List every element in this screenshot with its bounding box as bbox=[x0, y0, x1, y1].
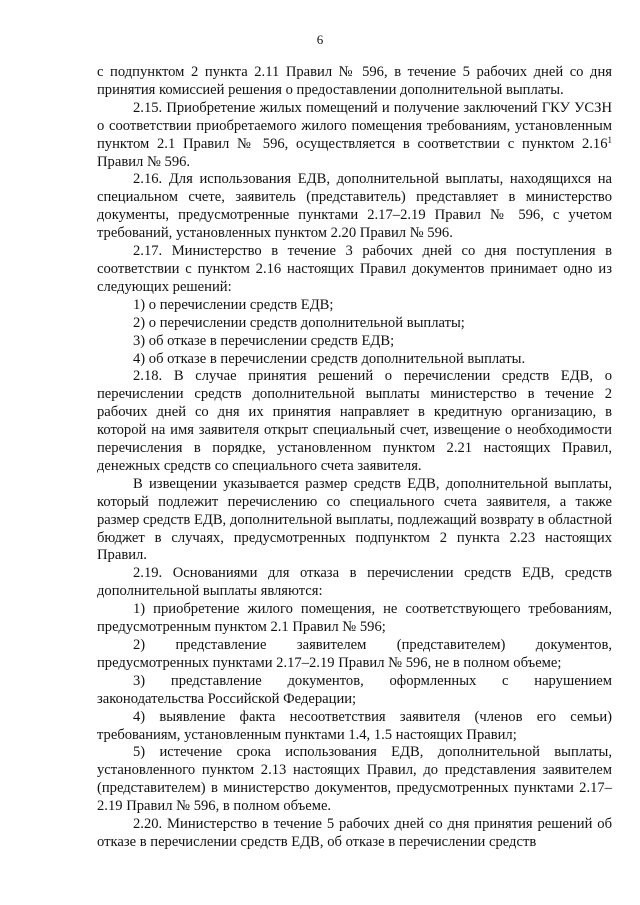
paragraph-2-16: 2.16. Для использования ЕДВ, дополнительной выплаты, находящихся на специальном счете, заявитель (представитель) представляет в министерство документы, предусмотренные пунктами 2.17–2.19 Правил № 596, с учетом требований, установленных пунктом 2.20 Правил № 596. bbox=[97, 171, 612, 242]
paragraph-2-15-text: 2.15. Приобретение жилых помещений и получение заключений ГКУ УСЗН о соответствии приобретаемого жилого помещения требованиям, установленным пунктом 2.1 Правил № 596, осуществляется в соответствии с пунктом 2.16 bbox=[97, 99, 612, 152]
superscript-1: 1 bbox=[607, 134, 612, 145]
paragraph-notice: В извещении указывается размер средств ЕДВ, дополнительной выплаты, который подлежит перечислению со специального счета заявителя, а также размер средств ЕДВ, дополнительной выплаты, подлежащий возврату в областной бюджет в случаях, предусмотренных подпунктом 2 пункта 2.23 настоящих Правил. bbox=[97, 475, 612, 564]
list-item-2-19-4: 4) выявление факта несоответствия заявителя (членов его семьи) требованиям, установленным пунктами 1.4, 1.5 настоящих Правил; bbox=[97, 708, 612, 743]
list-item-2-17-1: 1) о перечислении средств ЕДВ; bbox=[133, 296, 334, 313]
paragraph-2-19: 2.19. Основаниями для отказа в перечислении средств ЕДВ, средств дополнительной выплаты являются: bbox=[97, 565, 612, 600]
paragraph-2-18: 2.18. В случае принятия решений о перечислении средств ЕДВ, о перечислении средств дополнительной выплаты министерство в течение 2 рабочих дней со дня их принятия направляет в кредитную организацию, в которой на имя заявителя открыт специальный счет, извещение о необходимости перечисления в порядке, установленном пунктом 2.21 настоящих Правил, денежных средств со специального счета заявителя. bbox=[97, 368, 612, 474]
list-item-2-19-5: 5) истечение срока использования ЕДВ, дополнительной выплаты, установленного пунктом 2.13 настоящих Правил, до представления заявителем (представителем) в министерство документов, предусмотренных пунктами 2.17–2.19 Правил № 596, в полном объеме. bbox=[97, 744, 612, 815]
list-item-2-17-3: 3) об отказе в перечислении средств ЕДВ; bbox=[133, 332, 395, 349]
paragraph-2-15 bbox=[97, 100, 612, 172]
list-item-2-19-3: 3) представление документов, оформленных с нарушением законодательства Российской Федерации; bbox=[97, 672, 612, 707]
paragraph-continuation: с подпунктом 2 пункта 2.11 Правил № 596, в течение 5 рабочих дней со дня принятия комиссией решения о предоставлении дополнительной выплаты. bbox=[97, 64, 612, 98]
paragraph-2-15-tail: Правил № 596. bbox=[97, 153, 191, 170]
paragraph-2-20: 2.20. Министерство в течение 5 рабочих дней со дня принятия решений об отказе в перечислении средств ЕДВ, об отказе в перечислении средств bbox=[97, 816, 612, 850]
list-item-2-19-1: 1) приобретение жилого помещения, не соответствующего требованиям, предусмотренным пунктом 2.1 Правил № 596; bbox=[97, 601, 612, 636]
list-item-2-17-4: 4) об отказе в перечислении средств дополнительной выплаты. bbox=[133, 350, 526, 367]
paragraph-2-17: 2.17. Министерство в течение 3 рабочих дней со дня поступления в соответствии с пунктом 2.16 настоящих Правил документов принимает одно из следующих решений: bbox=[97, 243, 612, 295]
page-number: 6 bbox=[316, 32, 324, 47]
list-item-2-17-2: 2) о перечислении средств дополнительной выплаты; bbox=[133, 314, 465, 331]
list-item-2-19-2: 2) представление заявителем (представителем) документов, предусмотренных пунктами 2.17–2.19 Правил № 596, не в полном объеме; bbox=[97, 637, 612, 671]
document-body bbox=[97, 64, 612, 852]
